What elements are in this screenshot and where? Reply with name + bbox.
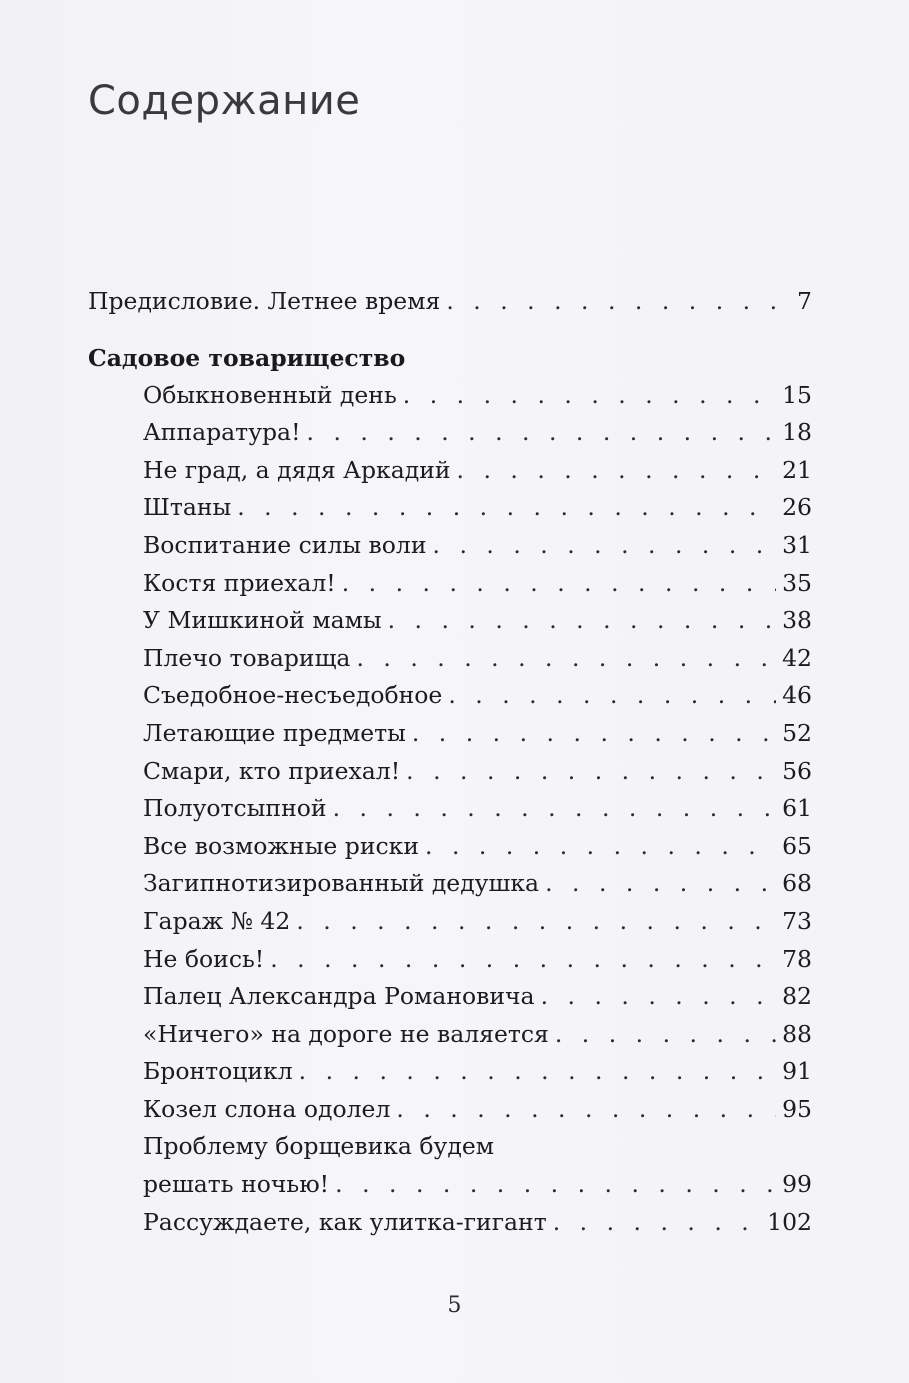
toc-entry-title: Не боись! xyxy=(143,944,265,973)
toc-entry-title: Обыкновенный день xyxy=(143,380,397,409)
toc-entry-page: 65 xyxy=(782,831,812,860)
toc-entry xyxy=(88,377,812,415)
toc-entry xyxy=(88,978,812,1016)
toc-entry xyxy=(88,602,812,640)
toc-entry-page: 38 xyxy=(782,606,812,635)
toc-entry-page: 56 xyxy=(782,756,812,785)
toc-entry-page: 82 xyxy=(782,982,812,1011)
toc-entry xyxy=(88,941,812,979)
toc-entry xyxy=(88,715,812,753)
toc-entry xyxy=(88,1053,812,1091)
toc-entry-title: Не град, а дядя Аркадий xyxy=(143,455,451,484)
dot-leader xyxy=(555,1016,776,1054)
toc-entry xyxy=(88,1016,812,1054)
toc-entry-title: решать ночью! xyxy=(143,1170,330,1199)
toc-entry-title: Воспитание силы воли xyxy=(143,530,427,559)
dot-leader xyxy=(425,828,776,866)
section-entries xyxy=(88,377,812,1129)
dot-leader xyxy=(406,753,776,791)
toc-entry-page: 99 xyxy=(782,1170,812,1199)
toc-entry-page: 31 xyxy=(782,530,812,559)
toc-entry xyxy=(88,903,812,941)
toc-entry-page: 15 xyxy=(782,380,812,409)
toc-entry-title: Козел слона одолел xyxy=(143,1094,391,1123)
dot-leader xyxy=(296,903,776,941)
toc-entry-title: Предисловие. Летнее время xyxy=(88,287,441,315)
dot-leader xyxy=(433,527,777,565)
toc-entry-title: Бронтоцикл xyxy=(143,1057,293,1086)
toc-entry-title: Палец Александра Романовича xyxy=(143,982,535,1011)
dot-leader xyxy=(403,377,776,415)
toc-entry-page: 102 xyxy=(767,1207,812,1236)
toc-entry xyxy=(88,489,812,527)
toc-entry-title: Рассуждаете, как улитка-гигант xyxy=(143,1207,547,1236)
toc-entry xyxy=(88,865,812,903)
toc-entry-title: Штаны xyxy=(143,493,232,522)
toc-entry xyxy=(88,414,812,452)
toc-entry-last xyxy=(88,1204,812,1242)
dot-leader xyxy=(545,865,776,903)
dot-leader xyxy=(356,640,776,678)
toc-entry-page: 78 xyxy=(782,944,812,973)
toc-entry-title: Аппаратура! xyxy=(143,418,301,447)
dot-leader xyxy=(412,715,776,753)
toc-entry-page: 95 xyxy=(782,1094,812,1123)
dot-leader xyxy=(446,283,791,321)
toc-entry-page: 68 xyxy=(782,869,812,898)
toc-entry xyxy=(88,640,812,678)
dot-leader xyxy=(396,1091,776,1129)
contents-heading: Содержание xyxy=(88,78,361,124)
toc-entry-page: 46 xyxy=(782,681,812,710)
section-title: Садовое товарищество xyxy=(88,343,406,372)
dot-leader xyxy=(270,941,776,979)
toc-entry-title: «Ничего» на дороге не валяется xyxy=(143,1019,549,1048)
toc-entry xyxy=(88,452,812,490)
toc-entry-page: 73 xyxy=(782,906,812,935)
toc-entry-page: 52 xyxy=(782,718,812,747)
toc-entry-page: 18 xyxy=(782,418,812,447)
toc-entry-page: 42 xyxy=(782,643,812,672)
toc-entry-title: Костя приехал! xyxy=(143,568,336,597)
dot-leader xyxy=(388,602,777,640)
dot-leader xyxy=(457,452,777,490)
toc-entry-wrapped-line1: Проблему борщевика будем xyxy=(143,1132,495,1161)
dot-leader xyxy=(299,1053,776,1091)
toc-entry xyxy=(88,828,812,866)
toc-entry xyxy=(88,527,812,565)
toc-entry xyxy=(88,790,812,828)
toc-entry-page: 88 xyxy=(782,1019,812,1048)
dot-leader xyxy=(553,1204,761,1242)
toc-entry-title: Летающие предметы xyxy=(143,718,406,747)
toc-entry-page: 21 xyxy=(782,455,812,484)
toc-entry-title: Смари, кто приехал! xyxy=(143,756,401,785)
dot-leader xyxy=(448,677,776,715)
toc-entry-title: У Мишкиной мамы xyxy=(143,606,382,635)
toc-entry-title: Полуотсыпной xyxy=(143,794,327,823)
dot-leader xyxy=(307,414,777,452)
toc-entry-title: Загипнотизированный дедушка xyxy=(143,869,540,898)
toc-entry xyxy=(88,753,812,791)
table-of-contents xyxy=(88,283,812,1241)
dot-leader xyxy=(335,1166,776,1204)
toc-entry-title: Плечо товарища xyxy=(143,643,351,672)
toc-entry-preface xyxy=(88,283,812,321)
toc-entry xyxy=(88,565,812,603)
toc-entry xyxy=(88,677,812,715)
toc-entry-page: 7 xyxy=(797,287,812,315)
toc-entry-title: Все возможные риски xyxy=(143,831,420,860)
toc-entry-title: Гараж № 42 xyxy=(143,906,291,935)
page-number: 5 xyxy=(447,1293,462,1318)
toc-entry-page: 35 xyxy=(782,568,812,597)
toc-entry xyxy=(88,1091,812,1129)
toc-entry-page: 61 xyxy=(782,794,812,823)
toc-entry-page: 26 xyxy=(782,493,812,522)
toc-entry-wrapped-line2 xyxy=(88,1166,812,1204)
dot-leader xyxy=(342,565,776,603)
dot-leader xyxy=(237,489,776,527)
dot-leader xyxy=(541,978,777,1016)
dot-leader xyxy=(333,790,777,828)
toc-entry-title: Съедобное-несъедобное xyxy=(143,681,443,710)
toc-entry-page: 91 xyxy=(782,1057,812,1086)
